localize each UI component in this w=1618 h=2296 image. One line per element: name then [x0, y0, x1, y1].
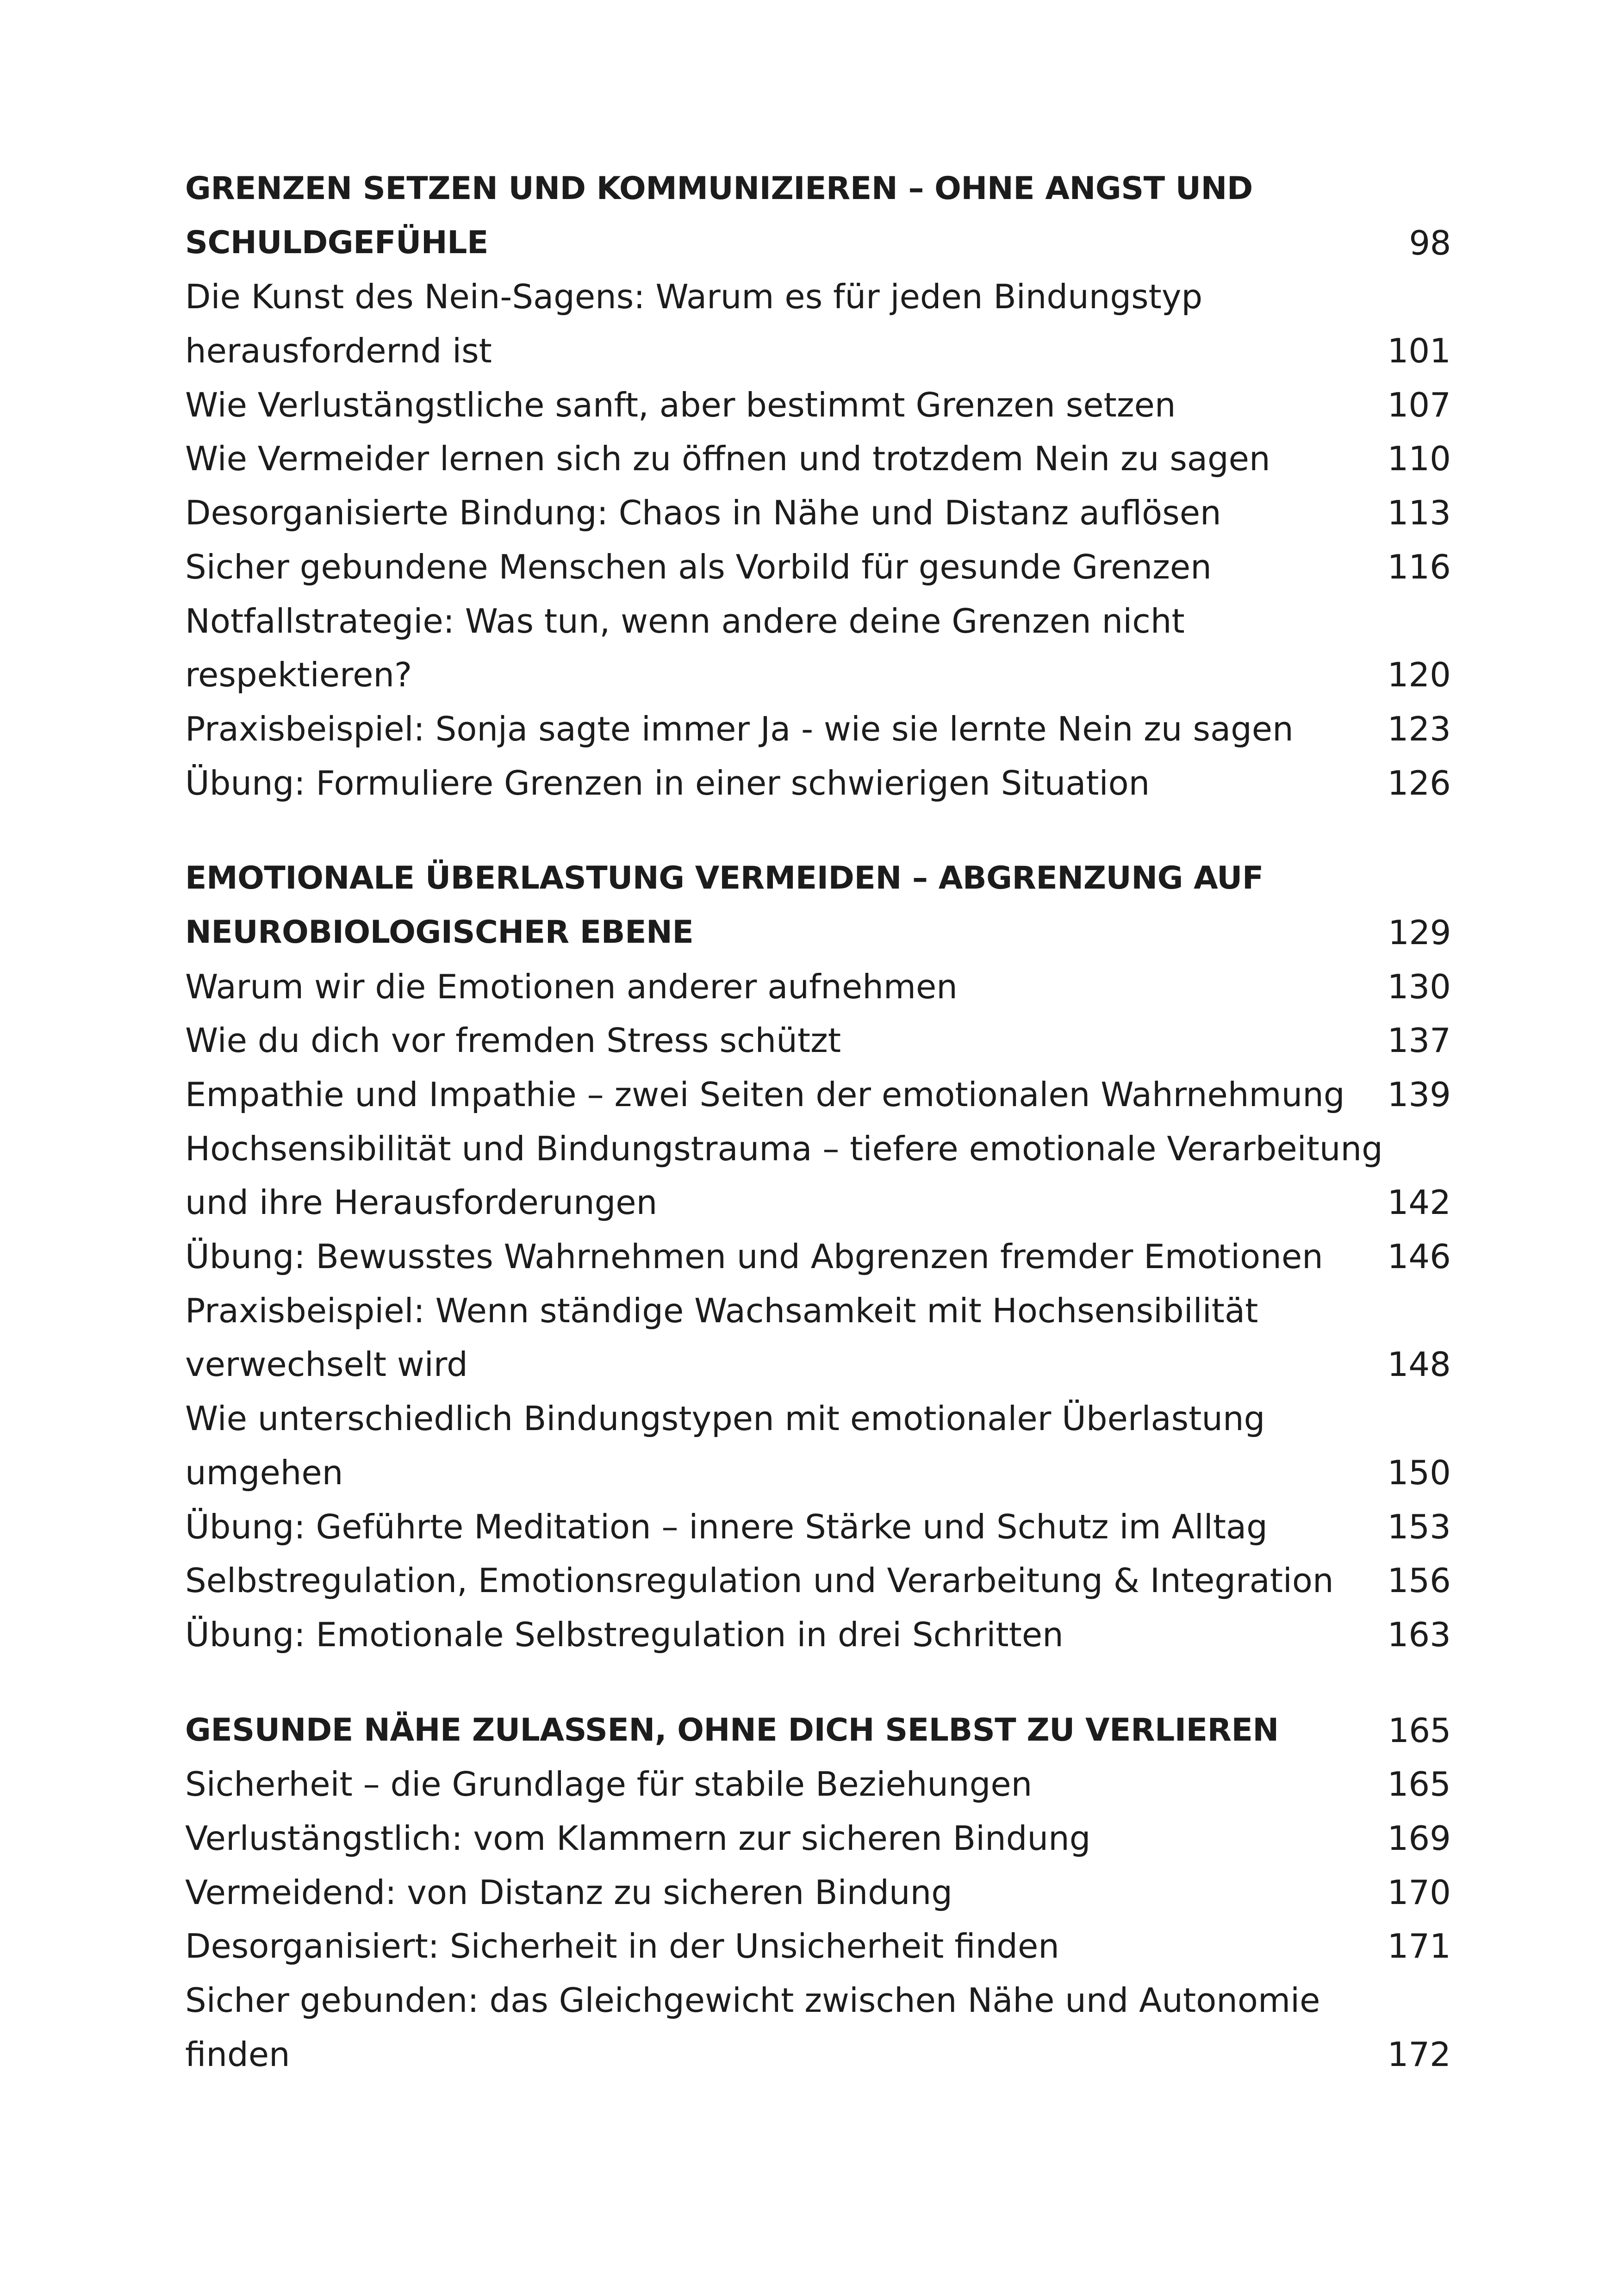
chapter-title-line	[185, 216, 1451, 270]
chapter-title-text: GRENZEN SETZEN UND KOMMUNIZIEREN – OHNE ANGST UND	[185, 170, 1253, 207]
toc-entry-line	[185, 1230, 1451, 1284]
toc-page-number: 120	[1387, 655, 1451, 695]
toc-page-number: 169	[1387, 1818, 1451, 1858]
toc-entry-line	[185, 594, 1451, 648]
toc-entry[interactable]	[185, 1608, 1451, 1662]
toc-entry-line	[185, 1973, 1451, 2028]
toc-page-number: 137	[1387, 1021, 1451, 1060]
toc-entry-line	[185, 1757, 1451, 1811]
chapter-title-text: GESUNDE NÄHE ZULASSEN, OHNE DICH SELBST ZU VERLIEREN	[185, 1711, 1279, 1748]
toc-entry-line	[185, 1122, 1451, 1176]
toc-page-number: 126	[1387, 763, 1451, 803]
toc-page-number: 148	[1387, 1345, 1451, 1384]
toc-entry[interactable]	[185, 1068, 1451, 1122]
toc-entry-text: Sicherheit – die Grundlage für stabile Beziehungen	[185, 1765, 1033, 1804]
toc-entry-text: Sicher gebundene Menschen als Vorbild für gesunde Grenzen	[185, 547, 1212, 586]
toc-entry[interactable]	[185, 378, 1451, 432]
toc-page-number: 116	[1387, 547, 1451, 586]
toc-entry-line	[185, 270, 1451, 324]
chapter-heading[interactable]	[185, 162, 1451, 270]
toc-entry-text: finden	[185, 2035, 290, 2074]
toc-page-number: 110	[1387, 439, 1451, 479]
toc-section	[185, 1704, 1451, 2082]
toc-entry-line	[185, 1392, 1451, 1446]
toc-page-number: 170	[1387, 1873, 1451, 1912]
toc-entry-text: umgehen	[185, 1453, 343, 1492]
toc-entry-line	[185, 324, 1451, 378]
toc-entry-text: Wie du dich vor fremden Stress schützt	[185, 1021, 841, 1060]
chapter-title-text: SCHULDGEFÜHLE	[185, 224, 488, 261]
toc-entry-line	[185, 1919, 1451, 1973]
toc-entry[interactable]	[185, 432, 1451, 486]
toc-entry-text: Notfallstrategie: Was tun, wenn andere deine Grenzen nicht	[185, 601, 1185, 641]
toc-entry-line	[185, 1284, 1451, 1338]
toc-entry[interactable]	[185, 1866, 1451, 1920]
chapter-title-line	[185, 162, 1451, 216]
toc-entry[interactable]	[185, 540, 1451, 594]
toc-entry-text: Desorganisierte Bindung: Chaos in Nähe und Distanz auflösen	[185, 493, 1221, 533]
toc-page-number: 107	[1387, 385, 1451, 424]
chapter-title-line	[185, 852, 1451, 906]
toc-section	[185, 162, 1451, 810]
toc-page-number: 156	[1387, 1561, 1451, 1600]
toc-entry-line	[185, 1176, 1451, 1230]
toc-entry-text: Die Kunst des Nein-Sagens: Warum es für jeden Bindungstyp	[185, 277, 1203, 317]
toc-entry-text: respektieren?	[185, 655, 412, 695]
chapter-page-number: 129	[1388, 913, 1451, 952]
chapter-page-number: 165	[1388, 1711, 1451, 1750]
toc-entry-text: Übung: Emotionale Selbstregulation in drei Schritten	[185, 1615, 1064, 1654]
toc-entry[interactable]	[185, 1392, 1451, 1500]
toc-entry-text: Praxisbeispiel: Wenn ständige Wachsamkeit mit Hochsensibilität	[185, 1291, 1258, 1330]
chapter-heading[interactable]	[185, 852, 1451, 959]
toc-entry-line	[185, 648, 1451, 702]
toc-entry-line	[185, 756, 1451, 810]
toc-entry[interactable]	[185, 270, 1451, 378]
chapter-title-line	[185, 1704, 1451, 1758]
toc-entry[interactable]	[185, 1500, 1451, 1554]
toc-entry-text: Sicher gebunden: das Gleichgewicht zwischen Nähe und Autonomie	[185, 1981, 1320, 2020]
toc-page-number: 163	[1387, 1615, 1451, 1654]
toc-page-number: 150	[1387, 1453, 1451, 1492]
toc-entry-text: Warum wir die Emotionen anderer aufnehmen	[185, 967, 958, 1006]
toc-entry[interactable]	[185, 594, 1451, 702]
toc-entry-text: verwechselt wird	[185, 1345, 468, 1384]
toc-entry-line	[185, 486, 1451, 540]
toc-entry-line	[185, 1068, 1451, 1122]
toc-entry-text: Vermeidend: von Distanz zu sicheren Bindung	[185, 1873, 952, 1912]
toc-entry[interactable]	[185, 1284, 1451, 1392]
toc-entry[interactable]	[185, 1014, 1451, 1068]
chapter-title-text: EMOTIONALE ÜBERLASTUNG VERMEIDEN – ABGRENZUNG AUF	[185, 860, 1263, 897]
toc-entry-line	[185, 960, 1451, 1014]
toc-entry-text: Desorganisiert: Sicherheit in der Unsicherheit finden	[185, 1927, 1059, 1966]
toc-entry-text: Verlustängstlich: vom Klammern zur sicheren Bindung	[185, 1818, 1091, 1858]
toc-entry[interactable]	[185, 1554, 1451, 1608]
toc-page-number: 165	[1387, 1765, 1451, 1804]
toc-entry-line	[185, 1811, 1451, 1866]
toc-entry[interactable]	[185, 756, 1451, 810]
toc-entry-line	[185, 1446, 1451, 1500]
toc-entry[interactable]	[185, 486, 1451, 540]
toc-entry-line	[185, 1554, 1451, 1608]
toc-entry-line	[185, 2028, 1451, 2082]
toc-entry-text: Übung: Bewusstes Wahrnehmen und Abgrenzen fremder Emotionen	[185, 1237, 1323, 1276]
toc-entry-text: herausfordernd ist	[185, 331, 492, 371]
toc-entry-text: Übung: Geführte Meditation – innere Stärke und Schutz im Alltag	[185, 1507, 1268, 1546]
toc-page-number: 172	[1387, 2035, 1451, 2074]
toc-entry[interactable]	[185, 1973, 1451, 2081]
toc-entry[interactable]	[185, 1230, 1451, 1284]
chapter-heading[interactable]	[185, 1704, 1451, 1758]
toc-page-number: 123	[1387, 709, 1451, 748]
toc-entry-text: und ihre Herausforderungen	[185, 1183, 658, 1222]
toc-entry-line	[185, 1500, 1451, 1554]
toc-entry[interactable]	[185, 1122, 1451, 1230]
table-of-contents	[185, 162, 1451, 2081]
toc-entry-line	[185, 702, 1451, 756]
toc-page-number: 113	[1387, 493, 1451, 533]
chapter-page-number: 98	[1409, 223, 1451, 262]
toc-page-number: 153	[1387, 1507, 1451, 1546]
toc-entry-text: Selbstregulation, Emotionsregulation und Verarbeitung & Integration	[185, 1561, 1334, 1600]
toc-entry-text: Praxisbeispiel: Sonja sagte immer Ja - wie sie lernte Nein zu sagen	[185, 709, 1294, 748]
toc-entry[interactable]	[185, 1811, 1451, 1866]
toc-entry-text: Wie unterschiedlich Bindungstypen mit emotionaler Überlastung	[185, 1399, 1265, 1438]
toc-page-number: 130	[1387, 967, 1451, 1006]
toc-page-number: 139	[1387, 1075, 1451, 1114]
toc-entry[interactable]	[185, 1757, 1451, 1811]
toc-entry-text: Hochsensibilität und Bindungstrauma – tiefere emotionale Verarbeitung	[185, 1129, 1383, 1168]
toc-entry-line	[185, 540, 1451, 594]
toc-page-number: 146	[1387, 1237, 1451, 1276]
toc-entry-line	[185, 1338, 1451, 1392]
chapter-title-line	[185, 906, 1451, 960]
toc-entry-text: Wie Verlustängstliche sanft, aber bestimmt Grenzen setzen	[185, 385, 1176, 424]
toc-entry[interactable]	[185, 702, 1451, 756]
toc-entry-text: Empathie und Impathie – zwei Seiten der emotionalen Wahrnehmung	[185, 1075, 1345, 1114]
toc-entry-line	[185, 432, 1451, 486]
toc-entry[interactable]	[185, 960, 1451, 1014]
toc-entry-line	[185, 1866, 1451, 1920]
chapter-title-text: NEUROBIOLOGISCHER EBENE	[185, 914, 694, 951]
toc-page-number: 101	[1387, 331, 1451, 371]
toc-entry-line	[185, 378, 1451, 432]
toc-entry-text: Wie Vermeider lernen sich zu öffnen und trotzdem Nein zu sagen	[185, 439, 1270, 479]
toc-section	[185, 852, 1451, 1661]
toc-page-number: 142	[1387, 1183, 1451, 1222]
toc-entry-line	[185, 1014, 1451, 1068]
toc-page-number: 171	[1387, 1927, 1451, 1966]
toc-entry-line	[185, 1608, 1451, 1662]
toc-entry-text: Übung: Formuliere Grenzen in einer schwierigen Situation	[185, 763, 1150, 803]
toc-entry[interactable]	[185, 1919, 1451, 1973]
